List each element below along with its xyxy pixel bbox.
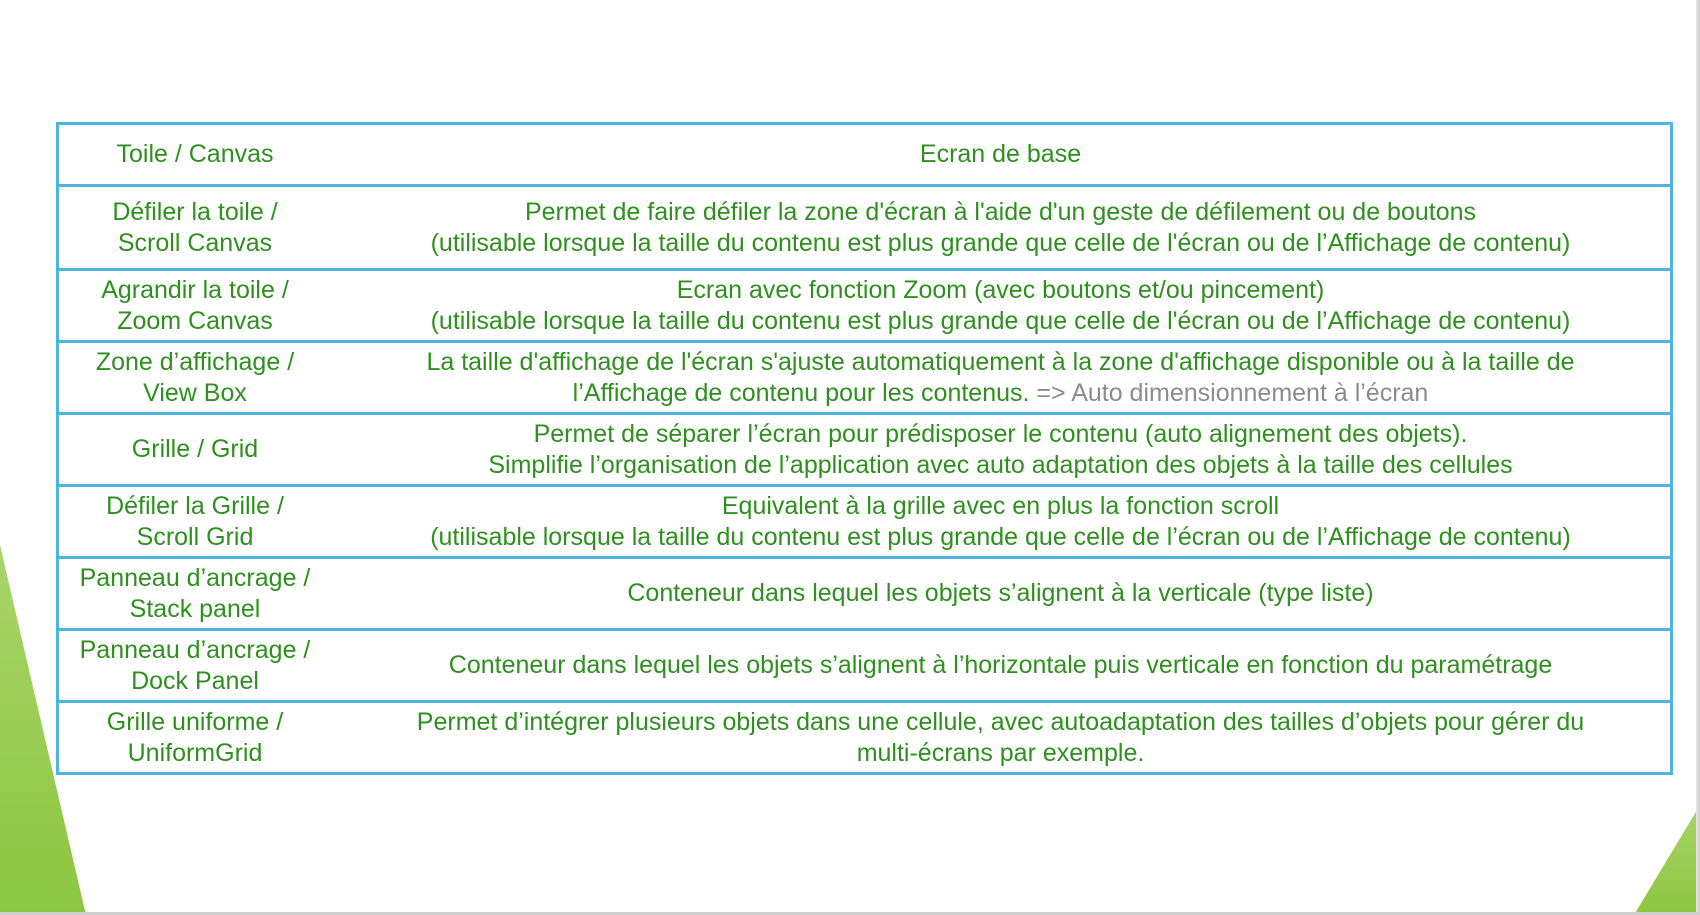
table-row — [58, 342, 1672, 414]
layout-description-line — [337, 419, 1664, 450]
layout-description-text: Ecran de base — [919, 140, 1082, 168]
layout-name-line: Scroll Grid — [136, 522, 254, 551]
layout-description-line — [337, 228, 1664, 259]
layout-name-line: Stack panel — [129, 594, 261, 623]
layout-description-text: (utilisable lorsque la taille du contenu est plus grande que celle de l'écran ou de l’Affichage de contenu) — [430, 228, 1571, 257]
layout-name-line: Agrandir la toile / — [101, 275, 289, 304]
layout-name-line: Panneau d’ancrage / — [79, 563, 311, 592]
decorative-green-triangle-right — [1634, 805, 1700, 915]
layout-description-text: Permet de faire défiler la zone d'écran à l'aide d'un geste de défilement ou de boutons — [524, 197, 1477, 226]
layout-description-text: multi-écrans par exemple. — [856, 738, 1145, 767]
layout-description-text: Conteneur dans lequel les objets s’alignent à la verticale (type liste) — [627, 579, 1374, 607]
layout-name-cell — [58, 342, 332, 414]
layout-name-line: Zone d’affichage / — [95, 347, 295, 376]
layout-name-cell — [58, 414, 332, 486]
layout-description-text: La taille d'affichage de l'écran s'ajuste automatiquement à la zone d'affichage disponible ou à la taille de — [426, 347, 1575, 376]
layout-name-cell — [58, 702, 332, 774]
layout-name-line: Panneau d’ancrage / — [79, 635, 311, 664]
layout-description-line — [337, 491, 1664, 522]
layout-name-cell — [58, 630, 332, 702]
layout-description-text: Equivalent à la grille avec en plus la fonction scroll — [721, 491, 1280, 520]
layout-description-cell — [331, 342, 1672, 414]
layout-description-cell — [331, 124, 1672, 186]
layout-name-line: Défiler la toile / — [112, 197, 278, 226]
table-row — [58, 414, 1672, 486]
layout-name-line: Grille / Grid — [131, 435, 259, 463]
table-row — [58, 486, 1672, 558]
layout-description-text: Permet d’intégrer plusieurs objets dans une cellule, avec autoadaptation des tailles d’objets pour gérer du — [416, 707, 1585, 736]
layout-description-line — [337, 707, 1664, 738]
layout-name-cell — [58, 186, 332, 270]
layout-description-line — [337, 650, 1664, 681]
layout-description-text: (utilisable lorsque la taille du contenu est plus grande que celle de l'écran ou de l’Affichage de contenu) — [430, 306, 1571, 335]
layout-description-text: (utilisable lorsque la taille du contenu est plus grande que celle de l’écran ou de l’Affichage de contenu) — [430, 522, 1571, 551]
layout-description-cell — [331, 414, 1672, 486]
decorative-right-edge — [1696, 0, 1700, 915]
layout-description-text: l’Affichage de contenu pour les contenus. — [572, 378, 1030, 407]
layout-description-line — [337, 738, 1664, 769]
layout-description-line — [337, 139, 1664, 170]
layout-description-cell — [331, 186, 1672, 270]
layout-description-cell — [331, 486, 1672, 558]
layout-description-note: => Auto dimensionnement à l’écran — [1036, 378, 1429, 407]
layout-description-line — [337, 378, 1664, 409]
layout-name-cell — [58, 270, 332, 342]
layout-description-line — [337, 450, 1664, 481]
layout-description-line — [337, 522, 1664, 553]
layout-description-line — [337, 578, 1664, 609]
layout-description-line — [337, 306, 1664, 337]
layout-description-cell — [331, 558, 1672, 630]
table-row — [58, 702, 1672, 774]
layout-description-cell — [331, 270, 1672, 342]
table-body — [58, 124, 1672, 774]
layout-name-line: UniformGrid — [127, 738, 263, 767]
layout-description-text: Permet de séparer l’écran pour prédisposer le contenu (auto alignement des objets). — [533, 419, 1468, 448]
layout-name-cell — [58, 558, 332, 630]
layout-name-line: Défiler la Grille / — [106, 491, 284, 520]
table-row — [58, 558, 1672, 630]
layout-name-line: Dock Panel — [131, 666, 259, 695]
layout-name-line: Scroll Canvas — [117, 228, 273, 257]
table-row — [58, 186, 1672, 270]
layout-name-cell — [58, 486, 332, 558]
table-row — [58, 124, 1672, 186]
layout-name-line: Toile / Canvas — [116, 140, 274, 168]
layout-description-line — [337, 197, 1664, 228]
layout-name-line: Zoom Canvas — [117, 306, 273, 335]
table-row — [58, 630, 1672, 702]
layout-name-line: View Box — [143, 378, 247, 407]
table-row — [58, 270, 1672, 342]
layout-description-text: Ecran avec fonction Zoom (avec boutons et/ou pincement) — [676, 275, 1325, 304]
layout-name-line: Grille uniforme / — [106, 707, 284, 736]
layout-description-cell — [331, 702, 1672, 774]
layout-types-table — [56, 122, 1673, 775]
layout-name-cell — [58, 124, 332, 186]
layout-description-cell — [331, 630, 1672, 702]
layout-description-line — [337, 275, 1664, 306]
layout-description-text: Simplifie l’organisation de l’application avec auto adaptation des objets à la taille des cellules — [488, 450, 1513, 479]
layout-description-text: Conteneur dans lequel les objets s’alignent à l’horizontale puis verticale en fonction du paramétrage — [448, 651, 1553, 679]
layout-description-line — [337, 347, 1664, 378]
